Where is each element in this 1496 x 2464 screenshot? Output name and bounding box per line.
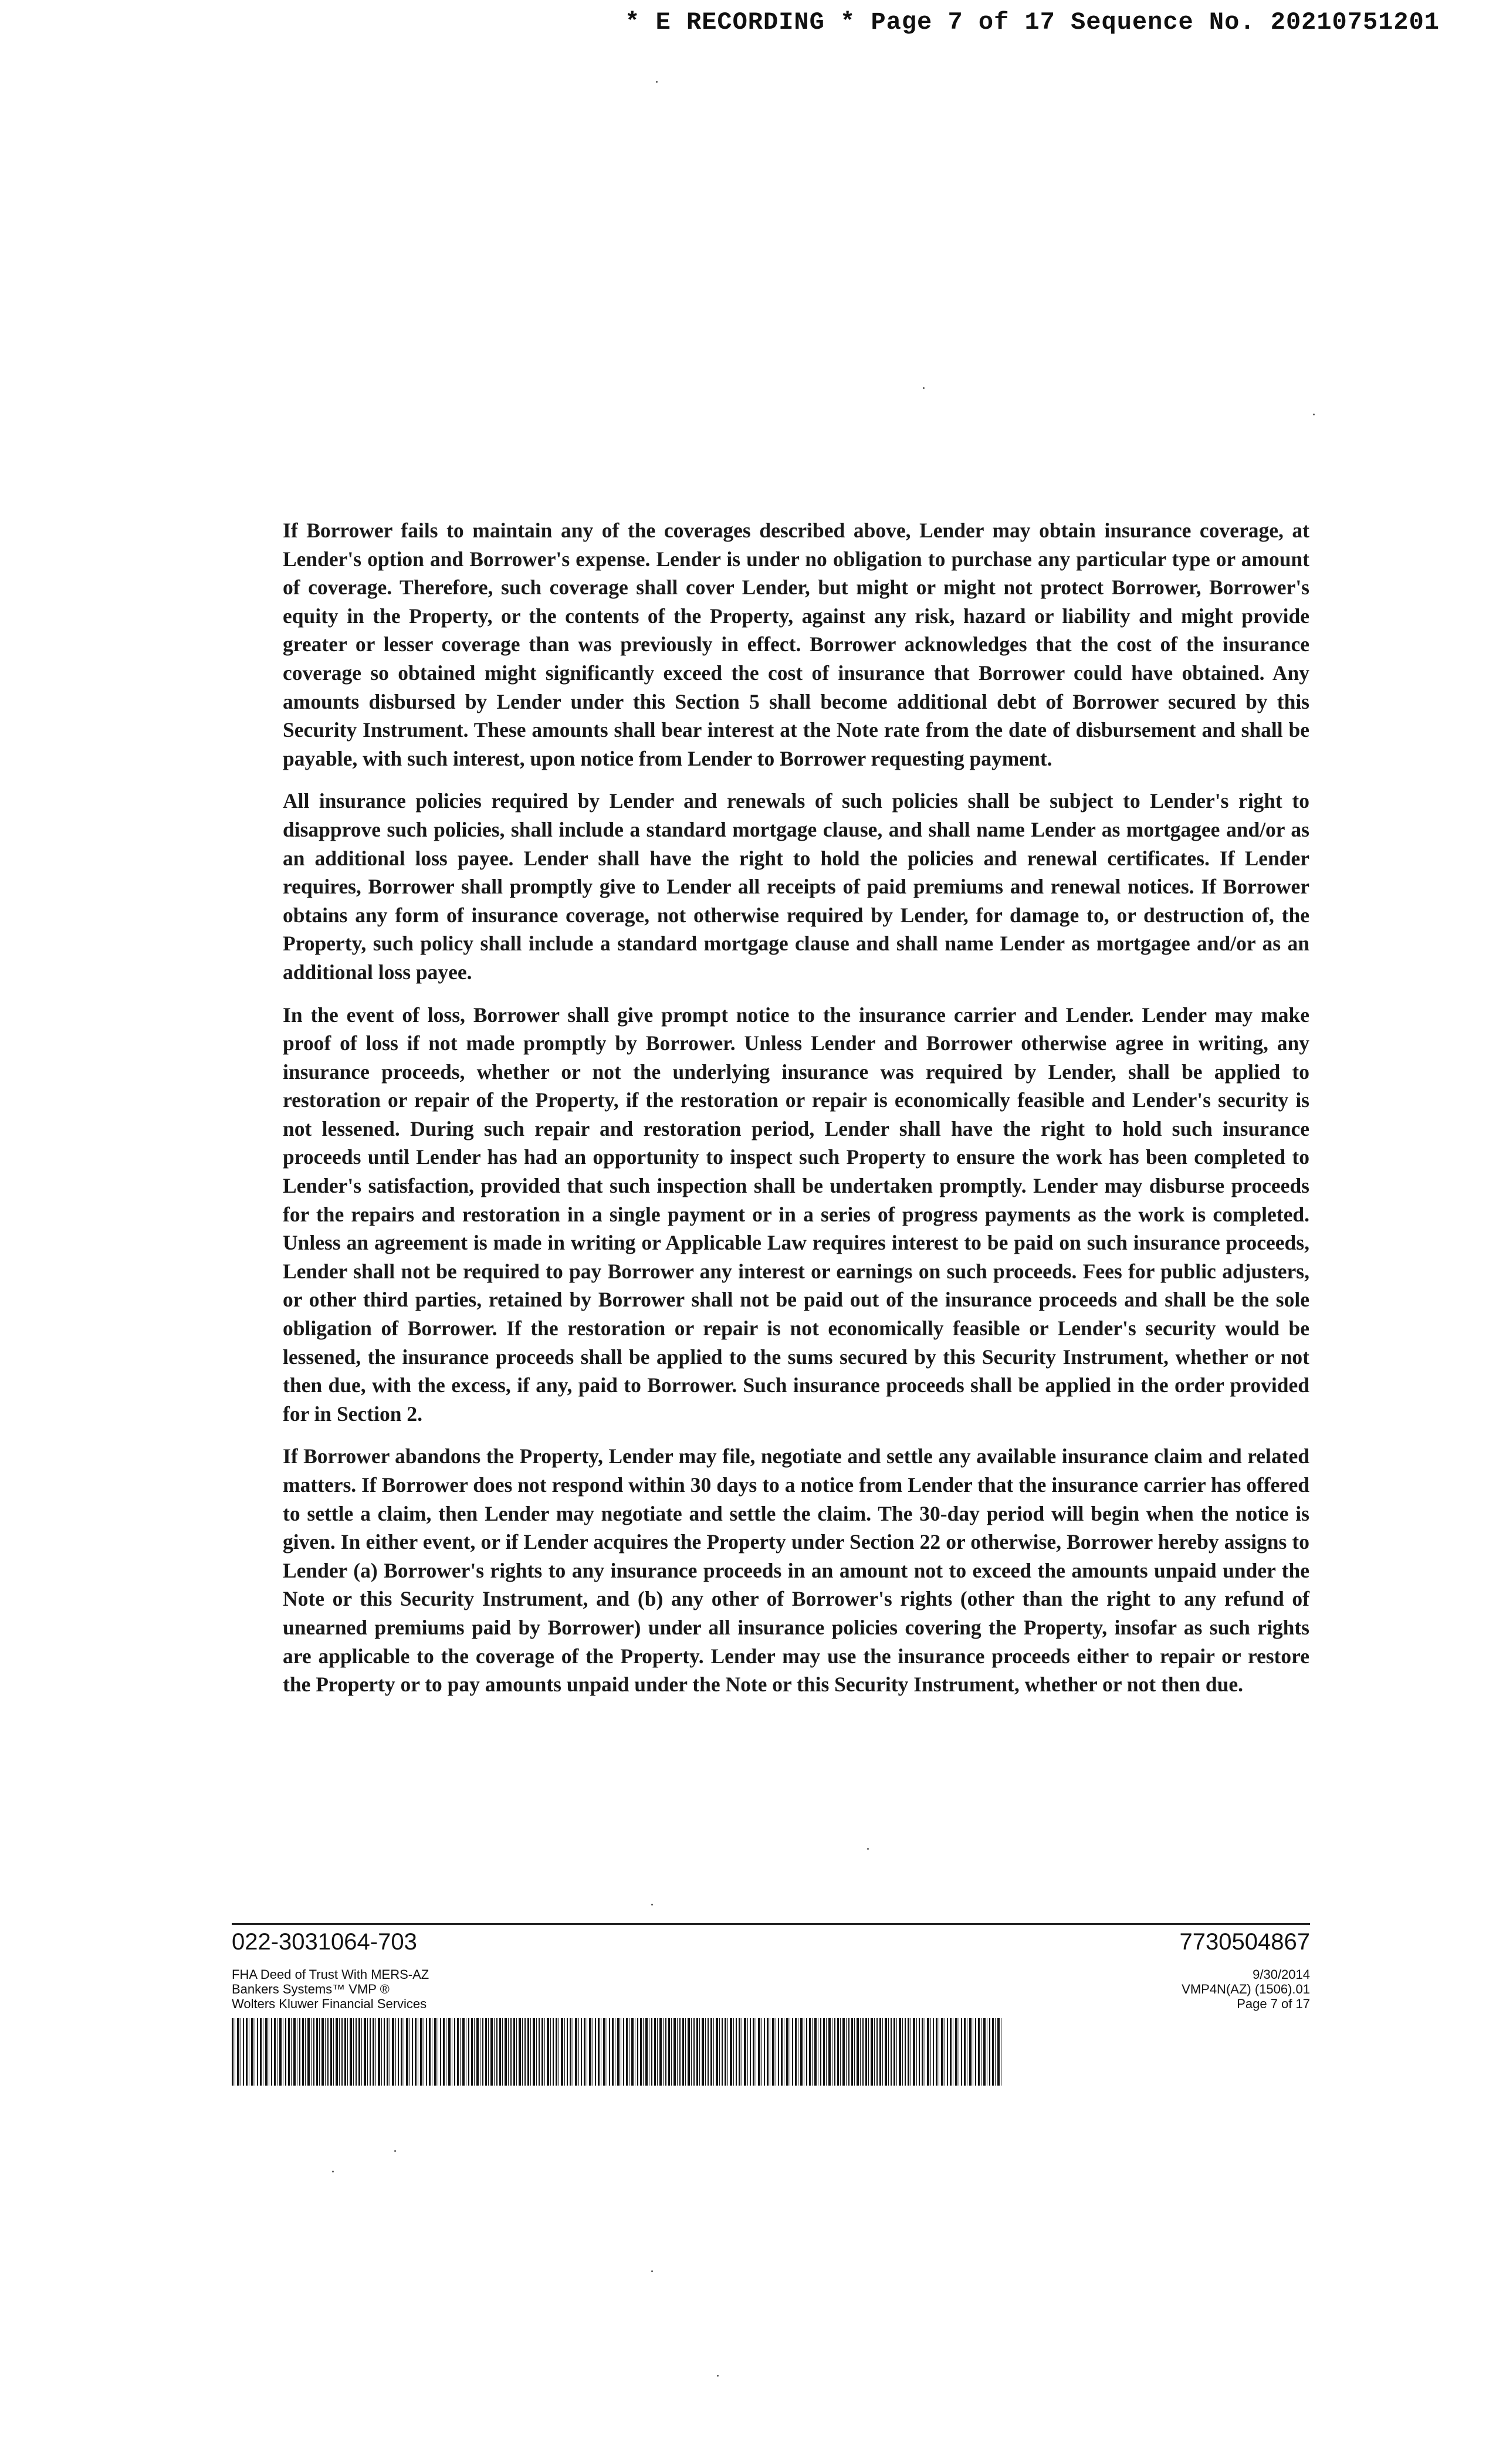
form-meta: [1182, 1967, 1310, 2011]
form-code: VMP4N(AZ) (1506).01: [1182, 1982, 1310, 1996]
paragraph-event-of-loss: In the event of loss, Borrower shall give prompt notice to the insurance carrier and Lender. Lender may make proof of loss if not made promptly by Borrower. Unless Lender and Borrower otherwise agree in writing, any insurance proceeds, whether or not the underlying insurance was required by Lender, shall be applied to restoration or repair of the Property, if the restoration or repair is economically feasible and Lender's security is not lessened. During such repair and restoration period, Lender shall have the right to hold such insurance proceeds until Lender has had an opportunity to inspect such Property to ensure the work has been completed to Lender's satisfaction, provided that such inspection shall be undertaken promptly. Lender may disburse proceeds for the repairs and restoration in a single payment or in a series of progress payments as the work is completed. Unless an agreement is made in writing or Applicable Law requires interest to be paid on such insurance proceeds, Lender shall not be required to pay Borrower any interest or earnings on such proceeds. Fees for public adjusters, or other third parties, retained by Borrower shall not be paid out of the insurance proceeds and shall be the sole obligation of Borrower. If the restoration or repair is not economically feasible or Lender's security would be lessened, the insurance proceeds shall be applied to the sums secured by this Security Instrument, whether or not then due, with the excess, if any, paid to Borrower. Such insurance proceeds shall be applied in the order provided for in Section 2.: [283, 1003, 1309, 1426]
mers-number: 7730504867: [1179, 1929, 1310, 1955]
footer-divider: [232, 1923, 1310, 1925]
page-label: Page 7 of 17: [1237, 1996, 1310, 2011]
company-name: Wolters Kluwer Financial Services: [232, 1996, 427, 2011]
scan-speck: [332, 2171, 334, 2172]
paragraph-insurance-coverage: If Borrower fails to maintain any of the coverages described above, Lender may obtain insurance coverage, at Lender's option and Borrower's expense. Lender is under no obligation to purchase any particular type or amount of coverage. Therefore, such coverage shall cover Lender, but might or might not protect Borrower, Borrower's equity in the Property, or the contents of the Property, against any risk, hazard or liability and might provide greater or lesser coverage than was previously in effect. Borrower acknowledges that the cost of the insurance coverage so obtained might significantly exceed the cost of insurance that Borrower could have obtained. Any amounts disbursed by Lender under this Section 5 shall become additional debt of Borrower secured by this Security Instrument. These amounts shall bear interest at the Note rate from the date of disbursement and shall be payable, with such interest, upon notice from Lender to Borrower requesting payment.: [283, 519, 1309, 770]
scan-speck: [923, 387, 925, 389]
recording-stamp: * E RECORDING * Page 7 of 17 Sequence No. 20210751201: [625, 8, 1440, 36]
scan-speck: [651, 2270, 653, 2272]
form-info: [232, 1967, 429, 2011]
scan-speck: [394, 2150, 396, 2152]
document-body: [283, 516, 1309, 1713]
paragraph-abandonment: If Borrower abandons the Property, Lender may file, negotiate and settle any available insurance claim and related matters. If Borrower does not respond within 30 days to a notice from Lender that the insurance carrier has offered to settle a claim, then Lender may negotiate and settle the claim. The 30-day period will begin when the notice is given. In either event, or if Lender acquires the Property under Section 22 or otherwise, Borrower hereby assigns to Lender (a) Borrower's rights to any insurance proceeds in an amount not to exceed the amounts unpaid under the Note or this Security Instrument, and (b) any other of Borrower's rights (other than the right to any refund of unearned premiums paid by Borrower) under all insurance policies covering the Property, insofar as such rights are applicable to the coverage of the Property. Lender may use the insurance proceeds either to repair or restore the Property or to pay amounts unpaid under the Note or this Security Instrument, whether or not then due.: [283, 1444, 1309, 1697]
scan-speck: [656, 81, 658, 83]
scan-speck: [867, 1848, 869, 1850]
barcode: [232, 2018, 1003, 2086]
publisher-line: Bankers Systems™ VMP ®: [232, 1982, 390, 1996]
scan-speck: [651, 1904, 653, 1905]
scan-speck: [717, 2375, 719, 2377]
form-title: FHA Deed of Trust With MERS-AZ: [232, 1967, 429, 1982]
loan-number: 022-3031064-703: [232, 1929, 417, 1955]
scan-speck: [1313, 414, 1315, 415]
form-date: 9/30/2014: [1253, 1967, 1310, 1982]
paragraph-insurance-policies: All insurance policies required by Lender and renewals of such policies shall be subject to Lender's right to disapprove such policies, shall include a standard mortgage clause, and shall name Lender as mortgagee and/or as an additional loss payee. Lender shall have the right to hold the policies and renewal certificates. If Lender requires, Borrower shall promptly give to Lender all receipts of paid premiums and renewal notices. If Borrower obtains any form of insurance coverage, not otherwise required by Lender, for damage to, or destruction of, the Property, such policy shall include a standard mortgage clause and shall name Lender as mortgagee and/or as an additional loss payee.: [283, 789, 1309, 984]
